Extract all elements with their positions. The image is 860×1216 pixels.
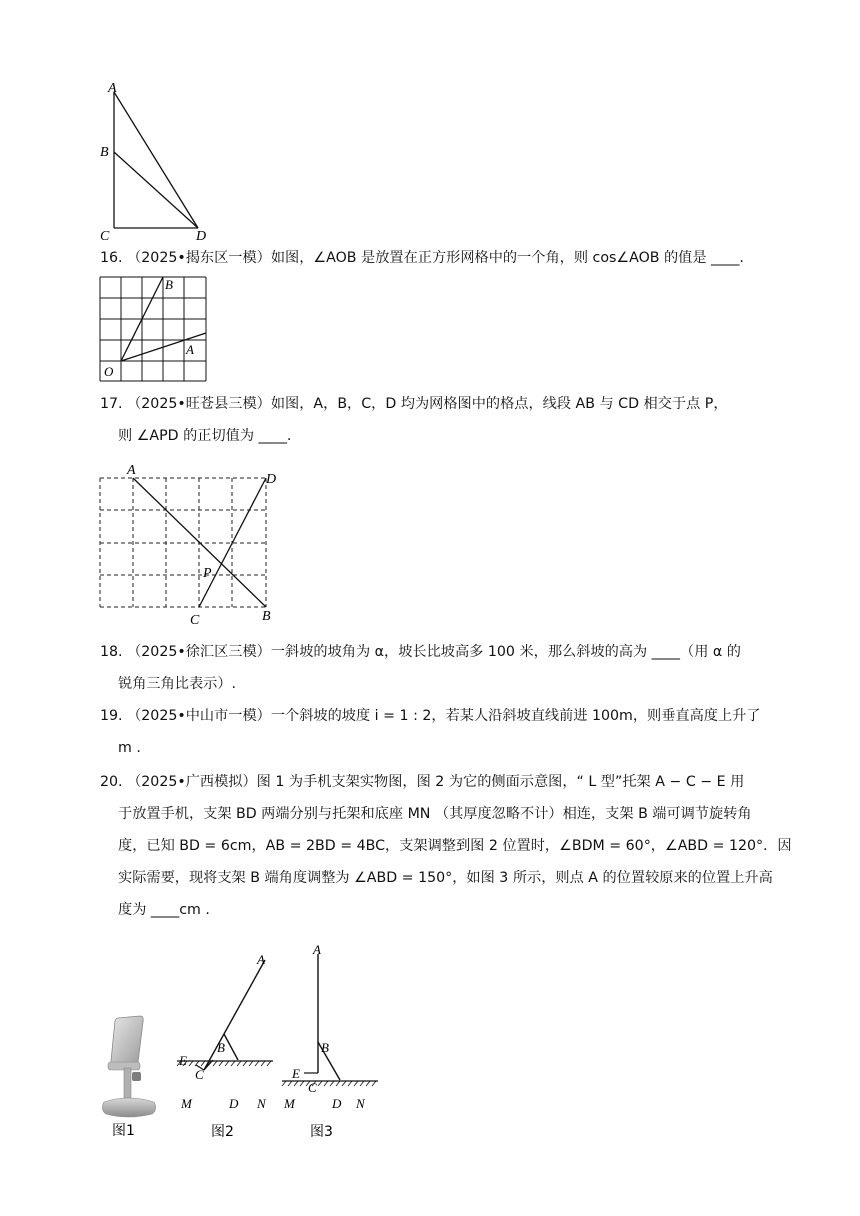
point-label-a: A: [108, 81, 117, 96]
figure-1-caption: 图1: [112, 1123, 135, 1139]
figure-2-caption: 图2: [211, 1124, 234, 1140]
point-label-d: D: [266, 472, 277, 487]
question-19: [100, 700, 772, 764]
figure-q17-grid: [92, 462, 292, 630]
point-label-e: E: [179, 1053, 187, 1068]
question-20-line-1: 20. （2025•广西模拟）图 1 为手机支架实物图，图 2 为它的侧面示意图，“ L 型”托架 A − C − E 用: [100, 774, 745, 790]
point-label-n: N: [257, 1096, 266, 1111]
question-19-line-1: 19. （2025•中山市一模）一个斜坡的坡度 i = 1 : 2，若某人沿斜坡直线前进 100m，则垂直高度上升了: [100, 708, 761, 724]
point-label-b: B: [217, 1040, 225, 1055]
point-label-n: N: [356, 1096, 365, 1111]
point-label-o: O: [104, 364, 114, 379]
point-label-b: B: [321, 1040, 329, 1055]
point-label-a: A: [127, 463, 136, 478]
point-label-d: D: [229, 1096, 239, 1111]
point-label-c: C: [190, 613, 200, 628]
figure-3-caption: 图3: [310, 1124, 333, 1140]
point-label-c: C: [195, 1067, 204, 1082]
point-label-m: M: [284, 1096, 295, 1111]
point-label-c: C: [308, 1080, 317, 1095]
question-19-line-2: m .: [118, 740, 141, 756]
point-label-e: E: [292, 1066, 300, 1081]
point-label-a: A: [186, 342, 194, 357]
point-label-b: B: [100, 145, 109, 160]
point-label-b: B: [165, 277, 173, 292]
figure-q15-triangle: [90, 78, 230, 243]
question-17-line-1: 17. （2025•旺苍县三模）如图，A，B，C，D 均为网格图中的格点，线段 AB 与 CD 相交于点 P，: [100, 396, 728, 412]
question-20: [100, 766, 792, 926]
point-label-d: D: [332, 1096, 342, 1111]
question-18-line-1: 18. （2025•徐汇区三模）一斜坡的坡角为 α，坡长比坡高多 100 米，那么斜坡的高为 ____（用 α 的: [100, 644, 741, 660]
point-label-a: A: [257, 952, 265, 967]
question-18: [100, 636, 772, 700]
point-label-d: D: [196, 229, 207, 243]
point-label-b: B: [262, 609, 271, 624]
point-label-m: M: [181, 1096, 192, 1111]
figure-1-phone-stand: [98, 1010, 168, 1140]
figure-3-side-view: [280, 940, 380, 1140]
question-20-line-5: 度为 ____cm .: [118, 902, 210, 918]
point-label-p: P: [203, 566, 212, 581]
question-17-line-2: 则 ∠APD 的正切值为 ____.: [118, 428, 292, 444]
question-17: [100, 388, 772, 452]
question-20-line-2: 于放置手机，支架 BD 两端分别与托架和底座 MN （其厚度忽略不计）相连，支架 B 端可调节旋转角: [118, 806, 752, 822]
figure-q16-grid: [98, 275, 210, 383]
figure-2-side-view: [175, 948, 275, 1140]
question-16: [100, 242, 772, 274]
point-label-a: A: [313, 942, 321, 957]
question-18-line-2: 锐角三角比表示）.: [118, 676, 237, 692]
question-20-line-4: 实际需要，现将支架 B 端角度调整为 ∠ABD = 150°，如图 3 所示，则点 A 的位置较原来的位置上升高: [118, 870, 773, 886]
point-label-c: C: [100, 229, 110, 243]
question-16-line-1: 16. （2025•揭东区一模）如图，∠AOB 是放置在正方形网格中的一个角，则 cos∠AOB 的值是 ____.: [100, 250, 744, 266]
question-20-line-3: 度，已知 BD = 6cm，AB = 2BD = 4BC，支架调整到图 2 位置时，∠BDM = 60°，∠ABD = 120°．因: [118, 838, 792, 854]
